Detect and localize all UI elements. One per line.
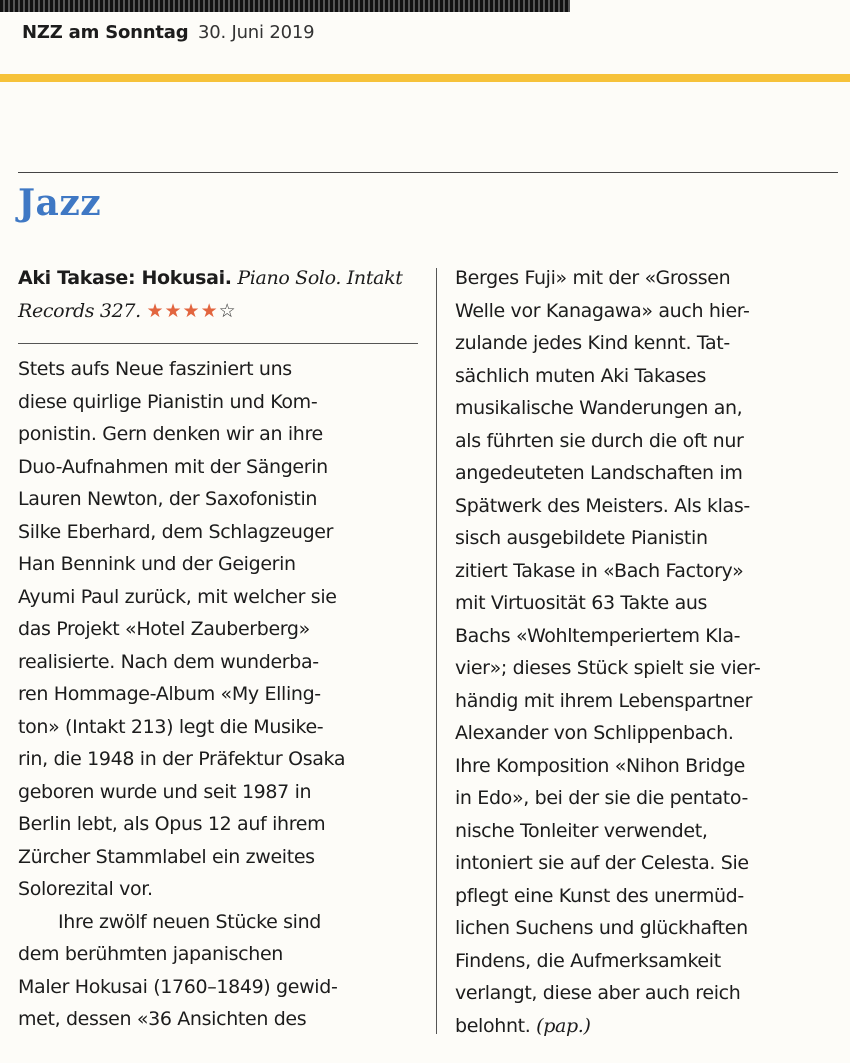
author-signature: (pap.) [536, 1014, 591, 1037]
top-black-bar [0, 0, 570, 12]
review-headline: Aki Takase: Hokusai. [18, 267, 232, 289]
text-line: met, dessen «36 Ansichten des [18, 1008, 307, 1030]
closing-line [455, 1010, 830, 1043]
text-line: Findens, die Aufmerksamkeit [455, 949, 721, 972]
text-line: ren Hommage-Album «My Elling- [18, 683, 321, 705]
publication-date: 30. Juni 2019 [197, 22, 315, 43]
text-line: Stets aufs Neue fasziniert uns [18, 358, 292, 380]
yellow-divider [0, 74, 850, 82]
closing-text: belohnt. [455, 1014, 531, 1037]
text-line: angedeuteten Landschaften im [455, 462, 743, 484]
text-line: Han Bennink und der Geigerin [18, 553, 296, 575]
body-paragraph-continued [455, 262, 830, 1010]
text-line: ton» (Intakt 213) legt die Musike- [18, 715, 324, 738]
text-line: Berges Fuji» mit der «Grossen [455, 267, 731, 289]
text-line: zulande jedes Kind kennt. Tat- [455, 332, 730, 354]
text-line: realisierte. Nach dem wunderba- [18, 650, 319, 673]
empty-star: ☆ [218, 299, 237, 322]
masthead [22, 22, 314, 43]
text-line: Spätwerk des Meisters. Als klas- [455, 494, 750, 517]
text-line: Maler Hokusai (1760–1849) gewid- [18, 975, 338, 998]
text-line: ponistin. Gern denken wir an ihre [18, 423, 323, 445]
text-line: Berlin lebt, als Opus 12 auf ihrem [18, 813, 326, 835]
text-line: Bachs «Wohltemperiertem Kla- [455, 624, 741, 647]
star-rating [146, 300, 236, 322]
body-paragraph-1 [18, 353, 420, 906]
text-line: mit Virtuosität 63 Takte aus [455, 592, 708, 614]
text-line: diese quirlige Pianistin und Kom- [18, 390, 318, 413]
text-line: Solorezital vor. [18, 878, 153, 900]
text-line: Welle vor Kanagawa» auch hier- [455, 299, 750, 322]
text-line: Lauren Newton, der Saxofonistin [18, 488, 318, 510]
text-line: Ihre Komposition «Nihon Bridge [455, 754, 746, 777]
text-line: in Edo», bei der sie die pentato- [455, 787, 749, 809]
text-line: Ayumi Paul zurück, mit welcher sie [18, 585, 337, 608]
filled-stars: ★★★★ [146, 299, 219, 322]
text-line: sisch ausgebildete Pianistin [455, 527, 708, 549]
text-line: Alexander von Schlippenbach. [455, 722, 734, 744]
text-line: lichen Suchens und glückhaften [455, 917, 748, 939]
text-line: pflegt eine Kunst des unermüd- [455, 884, 744, 907]
text-line: dem berühmten japanischen [18, 943, 283, 965]
text-line: musikalische Wanderungen an, [455, 397, 743, 419]
text-line: zitiert Takase in «Bach Factory» [455, 559, 744, 582]
text-line: Zürcher Stammlabel ein zweites [18, 845, 315, 868]
right-column [455, 262, 830, 1042]
text-line: händig mit ihrem Lebenspartner [455, 689, 753, 712]
text-line: geboren wurde und seit 1987 in [18, 780, 312, 803]
text-line: sächlich muten Aki Takases [455, 364, 707, 387]
text-line: Duo-Aufnahmen mit der Sängerin [18, 455, 328, 478]
review-heading [18, 262, 420, 327]
section-divider [18, 172, 838, 173]
section-title: Jazz [18, 182, 102, 224]
text-line: rin, die 1948 in der Präfektur Osaka [18, 748, 346, 770]
text-line: vier»; dieses Stück spielt sie vier- [455, 657, 761, 679]
text-line: das Projekt «Hotel Zauberberg» [18, 618, 310, 640]
text-line: als führten sie durch die oft nur [455, 429, 744, 452]
text-line: intoniert sie auf der Celesta. Sie [455, 852, 749, 874]
text-line: nische Tonleiter verwendet, [455, 819, 708, 842]
text-line: Silke Eberhard, dem Schlagzeuger [18, 520, 334, 543]
body-paragraph-2 [18, 906, 420, 1036]
review-subtitle: Piano Solo. Intakt Records 327. [18, 267, 403, 322]
left-column [18, 262, 420, 1036]
heading-rule [18, 343, 418, 344]
text-line: Ihre zwölf neuen Stücke sind [58, 910, 321, 933]
column-divider [436, 268, 437, 1034]
text-line: verlangt, diese aber auch reich [455, 982, 741, 1004]
publication-name: NZZ am Sonntag [22, 22, 189, 43]
